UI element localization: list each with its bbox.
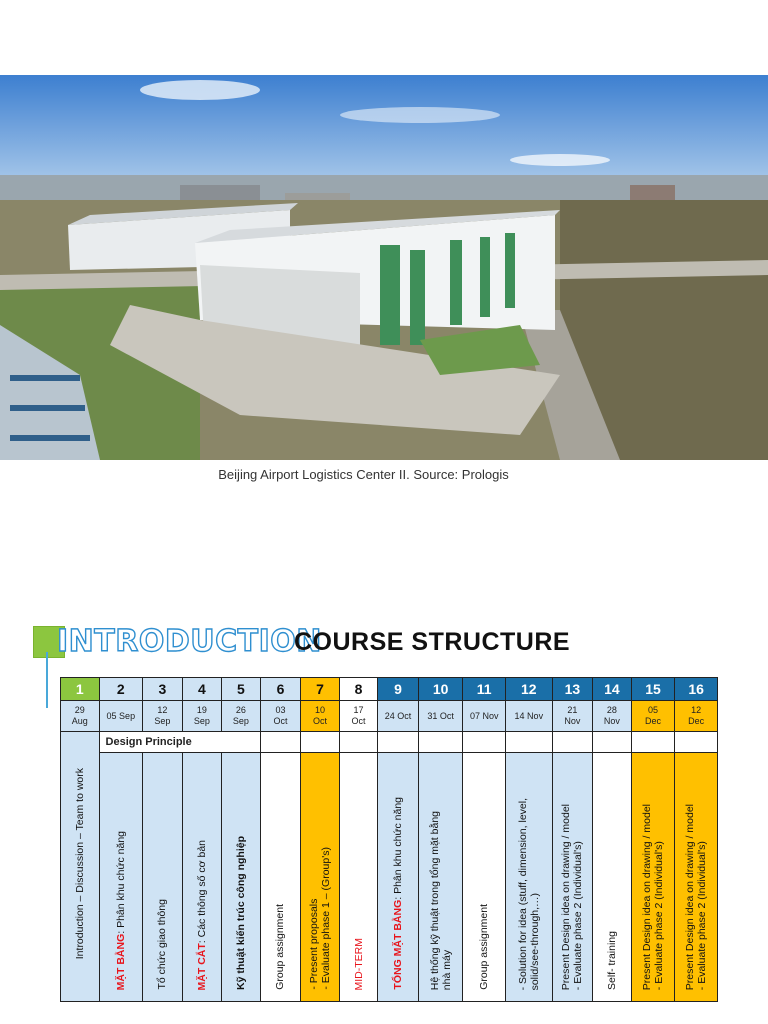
date-text: 19 Sep [193,705,210,726]
empty-cell [675,732,718,753]
content-text: Group assignment [478,904,491,990]
date-text: 05 Dec [644,705,661,726]
content-detail: : Các thông số cơ bản [195,839,208,943]
content-keyword: TỔNG MẶT BẰNG [392,900,405,990]
date-cell [378,701,419,732]
week-cell: 2 [99,678,143,701]
week-cell: 5 [222,678,261,701]
content-text [115,825,127,996]
empty-cell [301,732,340,753]
week-cell: 16 [675,678,718,701]
week-cell: 15 [631,678,675,701]
content-cell-week-4 [182,753,222,1002]
content-text: - Present proposals - Evaluate phase 1 – (Group's) [307,847,332,990]
content-cell-week-2 [99,753,143,1002]
date-cell [301,701,340,732]
date-cell [339,701,378,732]
empty-cell [506,732,553,753]
content-text [196,834,208,996]
date-cell [143,701,183,732]
date-text: 05 Sep [106,710,136,721]
week-cell: 12 [506,678,553,701]
week-cell: 4 [182,678,222,701]
content-text [392,791,404,996]
photo-caption: Beijing Airport Logistics Center II. Source: Prologis [218,467,509,482]
empty-cell [339,732,378,753]
content-cell-week-11 [463,753,506,1002]
content-cell-week-12 [506,753,553,1002]
content-cell-week-9 [378,753,419,1002]
date-text: 24 Oct [384,710,412,721]
content-cell-week-10 [418,753,463,1002]
date-cell [593,701,632,732]
date-text: 28 Nov [603,705,620,726]
date-cell [418,701,463,732]
empty-cell [463,732,506,753]
content-keyword: MẶT BẰNG [114,933,127,990]
content-detail: : Phân khu chức năng [392,797,405,901]
introduction-heading: INTRODUCTION [57,624,322,659]
empty-cell [552,732,593,753]
date-cell [99,701,143,732]
content-text: Tổ chức giao thông [156,899,169,990]
week-cell: 10 [418,678,463,701]
content-cell-week-7 [301,753,340,1002]
content-keyword: MẶT CẮT [195,942,208,990]
week-cell: 8 [339,678,378,701]
week-cell: 11 [463,678,506,701]
date-cell [506,701,553,732]
empty-cell [378,732,419,753]
content-cell-week-6 [260,753,301,1002]
accent-divider [46,652,48,708]
content-cell-week-16 [675,753,718,1002]
page-title: COURSE STRUCTURE [294,628,571,656]
course-schedule-table [60,677,718,1002]
content-cell-week-3 [143,753,183,1002]
design-principle-row [61,732,718,753]
date-text: 17 Oct [351,705,366,726]
content-text: Present Design idea on drawing / model - Evaluate phase 2 (Individual's) [560,803,585,990]
midterm-text: MID-TERM [352,937,365,990]
date-cell [182,701,222,732]
week-cell: 1 [61,678,100,701]
content-text: Kỹ thuật kiến trúc công nghiệp [234,835,247,990]
date-text: 12 Sep [154,705,171,726]
date-text: 07 Nov [469,710,499,721]
week-cell: 3 [143,678,183,701]
content-cell-week-15 [631,753,675,1002]
date-cell [675,701,718,732]
date-text: 14 Nov [514,710,544,721]
week-cell: 13 [552,678,593,701]
content-cell-week-1 [61,732,100,1002]
week-number-row [61,678,718,701]
date-cell [222,701,261,732]
content-text: Self- training [605,931,618,990]
date-cell [552,701,593,732]
empty-cell [418,732,463,753]
content-row [61,753,718,1002]
date-text: 10 Oct [312,705,327,726]
content-text: - Solution for idea (stuff, dimension, level, solid/see-through,…) [516,797,541,990]
empty-cell [260,732,301,753]
content-cell-week-13 [552,753,593,1002]
date-cell [260,701,301,732]
week-cell: 14 [593,678,632,701]
date-text: 03 Oct [273,705,288,726]
date-cell [631,701,675,732]
content-text: Hệ thống kỹ thuật trong tổng mặt bằng nhà máy [428,810,453,990]
content-text: Group assignment [274,904,287,990]
week-cell: 6 [260,678,301,701]
week-cell: 9 [378,678,419,701]
content-text: Present Design idea on drawing / model - Evaluate phase 2 (Individual's) [684,803,709,990]
date-text: 29 Aug [71,705,88,726]
date-row [61,701,718,732]
empty-cell [631,732,675,753]
logistics-center-photo [0,75,768,460]
content-text: Present Design idea on drawing / model - Evaluate phase 2 (Individual's) [640,803,665,990]
date-cell [61,701,100,732]
content-detail: : Phân khu chức năng [114,830,127,934]
date-cell [463,701,506,732]
date-text: 26 Sep [232,705,249,726]
week-cell: 7 [301,678,340,701]
content-cell-week-8 [339,753,378,1002]
date-text: 21 Nov [564,705,581,726]
date-text: 31 Oct [427,710,454,721]
empty-cell [593,732,632,753]
content-cell-week-5 [222,753,261,1002]
design-principle-label: Design Principle [99,732,260,753]
date-text: 12 Dec [688,705,705,726]
content-text: Introduction – Discussion – Team to work [73,768,86,960]
content-cell-week-14 [593,753,632,1002]
